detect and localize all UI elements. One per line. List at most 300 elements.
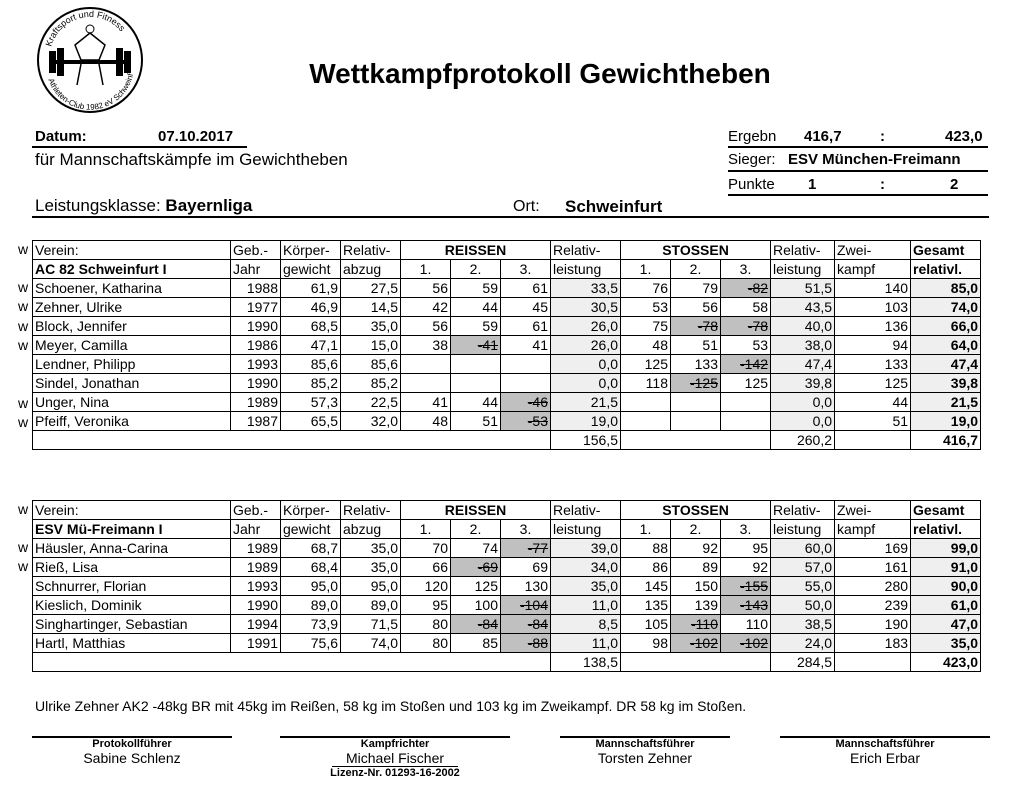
attempt-1: 1. xyxy=(621,520,671,539)
attempt-cell xyxy=(671,279,721,298)
attempt-value: 56 xyxy=(702,299,718,315)
col-relativleistung: leistung xyxy=(771,520,835,539)
athlete-row xyxy=(33,336,981,355)
leistungsklasse xyxy=(35,196,252,216)
athlete-name: Unger, Nina xyxy=(33,393,231,412)
attempt-1: 1. xyxy=(621,260,671,279)
signature-name: Torsten Zehner xyxy=(597,750,693,766)
total-kg: 125 xyxy=(835,374,911,393)
clean-relative: 43,5 xyxy=(771,298,835,317)
attempt-cell xyxy=(501,393,551,412)
divider xyxy=(728,170,988,172)
clean-relative: 39,8 xyxy=(771,374,835,393)
attempt-value: 125 xyxy=(474,578,498,594)
total-relative: 91,0 xyxy=(911,558,981,577)
attempt-value: 95 xyxy=(432,597,448,613)
attempt-cell xyxy=(401,374,451,393)
athlete-name: Singhartinger, Sebastian xyxy=(33,615,231,634)
col-reissen: REISSEN xyxy=(401,241,551,260)
athlete-name: Lendner, Philipp xyxy=(33,355,231,374)
athlete-name: Block, Jennifer xyxy=(33,317,231,336)
attempt-value: 130 xyxy=(524,578,548,594)
col-relativleistung: leistung xyxy=(551,260,621,279)
attempt-value: 139 xyxy=(694,597,718,613)
col-zweikampf: kampf xyxy=(835,520,911,539)
total-relative: 99,0 xyxy=(911,539,981,558)
total-kg: 161 xyxy=(835,558,911,577)
signature-mannschaft-2 xyxy=(780,738,990,766)
snatch-relative: 11,0 xyxy=(551,596,621,615)
protocol-table xyxy=(32,240,981,450)
clean-relative: 50,0 xyxy=(771,596,835,615)
attempt-cell xyxy=(721,539,771,558)
relative-deduction: 85,6 xyxy=(341,355,401,374)
attempt-cell xyxy=(501,577,551,596)
col-stossen: STOSSEN xyxy=(621,501,771,520)
attempt-value: 51 xyxy=(702,337,718,353)
col-koerper: gewicht xyxy=(281,520,341,539)
attempt-cell xyxy=(671,393,721,412)
total-kg: 51 xyxy=(835,412,911,431)
col-geb: Geb.- xyxy=(231,501,281,520)
attempt-cell xyxy=(671,577,721,596)
birth-year: 1989 xyxy=(231,393,281,412)
birth-year: 1994 xyxy=(231,615,281,634)
col-relativ: abzug xyxy=(341,260,401,279)
col-verein: Verein: xyxy=(33,241,231,260)
athlete-name: Hartl, Matthias xyxy=(33,634,231,653)
attempt-cell xyxy=(451,355,501,374)
col-relativleistung: Relativ- xyxy=(551,501,621,520)
attempt-cell xyxy=(451,393,501,412)
snatch-relative: 26,0 xyxy=(551,336,621,355)
col-relativleistung: Relativ- xyxy=(771,241,835,260)
attempt-value: 66 xyxy=(432,559,448,575)
col-gesamt: Gesamt xyxy=(911,501,981,520)
total-kg: 44 xyxy=(835,393,911,412)
body-weight: 85,2 xyxy=(281,374,341,393)
attempt-value: 38 xyxy=(432,337,448,353)
col-gesamt: Gesamt xyxy=(911,241,981,260)
attempt-cell xyxy=(721,558,771,577)
attempt-value: -143 xyxy=(740,597,769,613)
attempt-value: 110 xyxy=(745,616,769,632)
attempt-value: 45 xyxy=(532,299,548,315)
attempt-cell xyxy=(721,412,771,431)
attempt-value: -82 xyxy=(747,280,769,296)
attempt-cell xyxy=(671,298,721,317)
attempt-value: -110 xyxy=(691,616,718,632)
attempt-cell xyxy=(671,317,721,336)
sieger-value: ESV München-Freimann xyxy=(788,151,961,168)
clean-relative: 0,0 xyxy=(771,412,835,431)
ergebn-sep: : xyxy=(880,128,885,145)
subtitle: für Mannschaftskämpfe im Gewichtheben xyxy=(35,150,348,169)
attempt-cell xyxy=(721,298,771,317)
attempt-cell xyxy=(401,393,451,412)
attempt-cell xyxy=(621,317,671,336)
sieger-label: Sieger: xyxy=(728,151,776,168)
attempt-cell xyxy=(401,634,451,653)
ort-value: Schweinfurt xyxy=(565,197,663,216)
athlete-row xyxy=(33,374,981,393)
attempt-cell xyxy=(671,374,721,393)
body-weight: 95,0 xyxy=(281,577,341,596)
athlete-row xyxy=(33,412,981,431)
col-reissen: REISSEN xyxy=(401,501,551,520)
attempt-cell xyxy=(621,539,671,558)
attempt-value: 145 xyxy=(644,578,668,594)
klasse-value: Bayernliga xyxy=(165,196,253,215)
attempt-cell xyxy=(501,355,551,374)
attempt-cell xyxy=(671,355,721,374)
attempt-value: 80 xyxy=(432,635,448,651)
col-relativleistung: Relativ- xyxy=(771,501,835,520)
attempt-cell xyxy=(451,298,501,317)
women-marker: w xyxy=(18,394,29,411)
athlete-row xyxy=(33,577,981,596)
spacer xyxy=(835,653,911,672)
attempt-value: 58 xyxy=(752,299,769,315)
birth-year: 1989 xyxy=(231,539,281,558)
attempt-cell xyxy=(401,615,451,634)
attempt-cell xyxy=(671,558,721,577)
athlete-row xyxy=(33,615,981,634)
birth-year: 1993 xyxy=(231,355,281,374)
clean-relative: 55,0 xyxy=(771,577,835,596)
punkte-b: 2 xyxy=(950,176,959,193)
datum-value: 07.10.2017 xyxy=(158,128,234,145)
attempt-cell xyxy=(621,279,671,298)
col-verein: Verein: xyxy=(33,501,231,520)
birth-year: 1977 xyxy=(231,298,281,317)
body-weight: 89,0 xyxy=(281,596,341,615)
snatch-relative: 8,5 xyxy=(551,615,621,634)
attempt-value: -53 xyxy=(527,413,548,429)
attempt-value: -84 xyxy=(477,616,498,632)
attempt-cell xyxy=(451,539,501,558)
athlete-row xyxy=(33,558,981,577)
attempt-cell xyxy=(621,412,671,431)
attempt-value: 120 xyxy=(424,578,448,594)
athlete-name: Häusler, Anna-Carina xyxy=(33,539,231,558)
athlete-name: Rieß, Lisa xyxy=(33,558,231,577)
birth-year: 1990 xyxy=(231,596,281,615)
attempt-value: 86 xyxy=(652,559,668,575)
attempt-value: 88 xyxy=(652,540,668,556)
snatch-relative: 11,0 xyxy=(551,634,621,653)
clean-relative: 38,0 xyxy=(771,336,835,355)
attempt-cell xyxy=(621,558,671,577)
body-weight: 46,9 xyxy=(281,298,341,317)
athlete-name: Zehner, Ulrike xyxy=(33,298,231,317)
attempt-value: -46 xyxy=(527,394,548,410)
body-weight: 68,7 xyxy=(281,539,341,558)
attempt-value: 70 xyxy=(432,540,448,556)
header-row xyxy=(33,241,981,260)
attempt-value: 89 xyxy=(702,559,718,575)
attempt-cell xyxy=(401,596,451,615)
attempt-cell xyxy=(501,279,551,298)
athlete-row xyxy=(33,317,981,336)
attempt-cell xyxy=(401,336,451,355)
ergebn-a: 416,7 xyxy=(804,128,842,145)
body-weight: 57,3 xyxy=(281,393,341,412)
women-marker: w xyxy=(18,317,29,334)
divider xyxy=(32,216,989,218)
divider xyxy=(728,194,988,196)
header-row xyxy=(33,260,981,279)
attempt-cell xyxy=(401,558,451,577)
attempt-value: 56 xyxy=(432,280,448,296)
attempt-cell xyxy=(621,374,671,393)
col-stossen: STOSSEN xyxy=(621,241,771,260)
attempt-value: 48 xyxy=(432,413,448,429)
women-marker-header: w xyxy=(18,241,29,257)
attempt-cell xyxy=(451,279,501,298)
attempt-value: 56 xyxy=(432,318,448,334)
athlete-row xyxy=(33,393,981,412)
attempt-value: 51 xyxy=(482,413,498,429)
total-relative: 66,0 xyxy=(911,317,981,336)
attempt-value: -84 xyxy=(527,616,548,632)
attempt-cell xyxy=(501,596,551,615)
snatch-relative: 26,0 xyxy=(551,317,621,336)
total-kg: 103 xyxy=(835,298,911,317)
attempt-cell xyxy=(401,317,451,336)
signature-mannschaft-1 xyxy=(560,738,730,766)
attempt-cell xyxy=(721,634,771,653)
athlete-name: Schoener, Katharina xyxy=(33,279,231,298)
spacer xyxy=(621,431,771,450)
spacer xyxy=(33,653,551,672)
ergebn-b: 423,0 xyxy=(945,128,983,145)
attempt-value: -102 xyxy=(689,635,718,651)
snatch-relative: 39,0 xyxy=(551,539,621,558)
attempt-cell xyxy=(671,412,721,431)
attempt-value: 75 xyxy=(652,318,668,334)
attempt-cell xyxy=(401,412,451,431)
attempt-cell xyxy=(671,539,721,558)
total-kg: 183 xyxy=(835,634,911,653)
relative-deduction: 35,0 xyxy=(341,317,401,336)
women-marker: w xyxy=(18,558,29,575)
total-kg: 133 xyxy=(835,355,911,374)
attempt-value: 61 xyxy=(532,318,548,334)
relative-deduction: 35,0 xyxy=(341,558,401,577)
total-relative: 85,0 xyxy=(911,279,981,298)
attempt-3: 3. xyxy=(721,260,771,279)
col-gesamt: relativl. xyxy=(911,260,981,279)
relative-deduction: 14,5 xyxy=(341,298,401,317)
col-zweikampf: Zwei- xyxy=(835,241,911,260)
body-weight: 65,5 xyxy=(281,412,341,431)
attempt-value: 61 xyxy=(532,280,548,296)
attempt-cell xyxy=(501,412,551,431)
col-koerper: gewicht xyxy=(281,260,341,279)
attempt-2: 2. xyxy=(671,260,721,279)
total-relative: 61,0 xyxy=(911,596,981,615)
attempt-value: 95 xyxy=(752,540,769,556)
attempt-value: -104 xyxy=(519,597,548,613)
women-marker-header: w xyxy=(18,501,29,517)
col-geb: Geb.- xyxy=(231,241,281,260)
col-relativ: abzug xyxy=(341,520,401,539)
athlete-row xyxy=(33,355,981,374)
spacer xyxy=(835,431,911,450)
attempt-cell xyxy=(501,634,551,653)
total-relative: 47,0 xyxy=(911,615,981,634)
attempt-cell xyxy=(501,317,551,336)
women-marker: w xyxy=(18,279,29,295)
club-logo xyxy=(35,5,145,115)
col-zweikampf: Zwei- xyxy=(835,501,911,520)
attempt-cell xyxy=(451,412,501,431)
attempt-cell xyxy=(721,279,771,298)
protocol-table xyxy=(32,500,981,672)
attempt-3: 3. xyxy=(501,260,551,279)
snatch-relative: 33,5 xyxy=(551,279,621,298)
attempt-cell xyxy=(621,577,671,596)
snatch-relative: 19,0 xyxy=(551,412,621,431)
birth-year: 1986 xyxy=(231,336,281,355)
spacer xyxy=(33,431,551,450)
attempt-cell xyxy=(501,336,551,355)
signature-label: Mannschaftsführer xyxy=(595,738,695,750)
clean-relative: 57,0 xyxy=(771,558,835,577)
attempt-1: 1. xyxy=(401,260,451,279)
clean-relative: 47,4 xyxy=(771,355,835,374)
attempt-value: 59 xyxy=(482,318,498,334)
birth-year: 1990 xyxy=(231,374,281,393)
attempt-cell xyxy=(621,615,671,634)
relative-deduction: 89,0 xyxy=(341,596,401,615)
signature-name: Sabine Schlenz xyxy=(83,750,181,766)
attempt-value: 41 xyxy=(532,337,548,353)
attempt-cell xyxy=(501,374,551,393)
relative-deduction: 71,5 xyxy=(341,615,401,634)
attempt-value: -125 xyxy=(689,375,718,391)
total-relative: 21,5 xyxy=(911,393,981,412)
total-relative: 90,0 xyxy=(911,577,981,596)
attempt-value: 92 xyxy=(752,559,769,575)
col-relativ: Relativ- xyxy=(341,241,401,260)
relative-deduction: 22,5 xyxy=(341,393,401,412)
logo-bottom-text: Athleten-Club 1982 eV Schweinf xyxy=(46,72,136,112)
attempt-cell xyxy=(501,615,551,634)
relative-deduction: 74,0 xyxy=(341,634,401,653)
attempt-value: 74 xyxy=(482,540,498,556)
attempt-value: 59 xyxy=(482,280,498,296)
attempt-value: 48 xyxy=(652,337,668,353)
logo-top-text: Kraftsport und Fitness xyxy=(43,8,128,48)
header-row xyxy=(33,501,981,520)
col-relativleistung: leistung xyxy=(551,520,621,539)
attempt-value: 44 xyxy=(482,299,498,315)
attempt-cell xyxy=(621,393,671,412)
attempt-value: 41 xyxy=(432,394,448,410)
attempt-2: 2. xyxy=(451,520,501,539)
clean-relative: 0,0 xyxy=(771,393,835,412)
attempt-cell xyxy=(671,634,721,653)
sum-row xyxy=(33,653,981,672)
attempt-cell xyxy=(721,577,771,596)
body-weight: 85,6 xyxy=(281,355,341,374)
attempt-cell xyxy=(621,336,671,355)
ort-label: Ort: xyxy=(513,198,540,215)
athlete-name: Schnurrer, Florian xyxy=(33,577,231,596)
athlete-row xyxy=(33,634,981,653)
attempt-value: 125 xyxy=(744,375,769,391)
attempt-cell xyxy=(451,615,501,634)
attempt-cell xyxy=(501,539,551,558)
page-title: Wettkampfprotokoll Gewichtheben xyxy=(309,58,771,89)
attempt-cell xyxy=(721,615,771,634)
relative-deduction: 95,0 xyxy=(341,577,401,596)
attempt-value: -78 xyxy=(747,318,769,334)
attempt-cell xyxy=(721,317,771,336)
attempt-cell xyxy=(671,596,721,615)
spacer xyxy=(621,653,771,672)
klasse-label: Leistungsklasse: xyxy=(35,196,161,215)
attempt-value: -88 xyxy=(527,635,548,651)
relative-deduction: 27,5 xyxy=(341,279,401,298)
signature-name: Michael Fischer xyxy=(332,750,458,767)
attempt-cell xyxy=(451,634,501,653)
snatch-relative: 35,0 xyxy=(551,577,621,596)
attempt-cell xyxy=(721,596,771,615)
athlete-row xyxy=(33,298,981,317)
clean-relative: 38,5 xyxy=(771,615,835,634)
attempt-cell xyxy=(451,577,501,596)
signature-label: Mannschaftsführer xyxy=(835,738,935,750)
attempt-value: 98 xyxy=(652,635,668,651)
attempt-cell xyxy=(501,558,551,577)
attempt-value: 100 xyxy=(474,597,498,613)
snatch-relative: 30,5 xyxy=(551,298,621,317)
attempt-cell xyxy=(401,298,451,317)
attempt-cell xyxy=(451,374,501,393)
attempt-value: 69 xyxy=(532,559,548,575)
total-relative: 39,8 xyxy=(911,374,981,393)
attempt-cell xyxy=(721,374,771,393)
relative-deduction: 35,0 xyxy=(341,539,401,558)
sum-clean: 284,5 xyxy=(771,653,835,672)
attempt-value: 76 xyxy=(652,280,668,296)
attempt-value: 85 xyxy=(482,635,498,651)
attempt-value: 79 xyxy=(702,280,718,296)
body-weight: 61,9 xyxy=(281,279,341,298)
attempt-cell xyxy=(501,298,551,317)
total-kg: 136 xyxy=(835,317,911,336)
attempt-cell xyxy=(721,393,771,412)
attempt-value: -41 xyxy=(477,337,498,353)
col-relativleistung: leistung xyxy=(771,260,835,279)
attempt-value: 133 xyxy=(694,356,718,372)
birth-year: 1988 xyxy=(231,279,281,298)
body-weight: 47,1 xyxy=(281,336,341,355)
snatch-relative: 21,5 xyxy=(551,393,621,412)
athlete-row xyxy=(33,596,981,615)
ergebn-label: Ergebn xyxy=(728,128,777,145)
attempt-cell xyxy=(621,596,671,615)
signature-label: Protokollführer xyxy=(92,738,172,750)
attempt-3: 3. xyxy=(501,520,551,539)
snatch-relative: 0,0 xyxy=(551,374,621,393)
snatch-relative: 0,0 xyxy=(551,355,621,374)
relative-deduction: 85,2 xyxy=(341,374,401,393)
divider xyxy=(728,146,988,148)
